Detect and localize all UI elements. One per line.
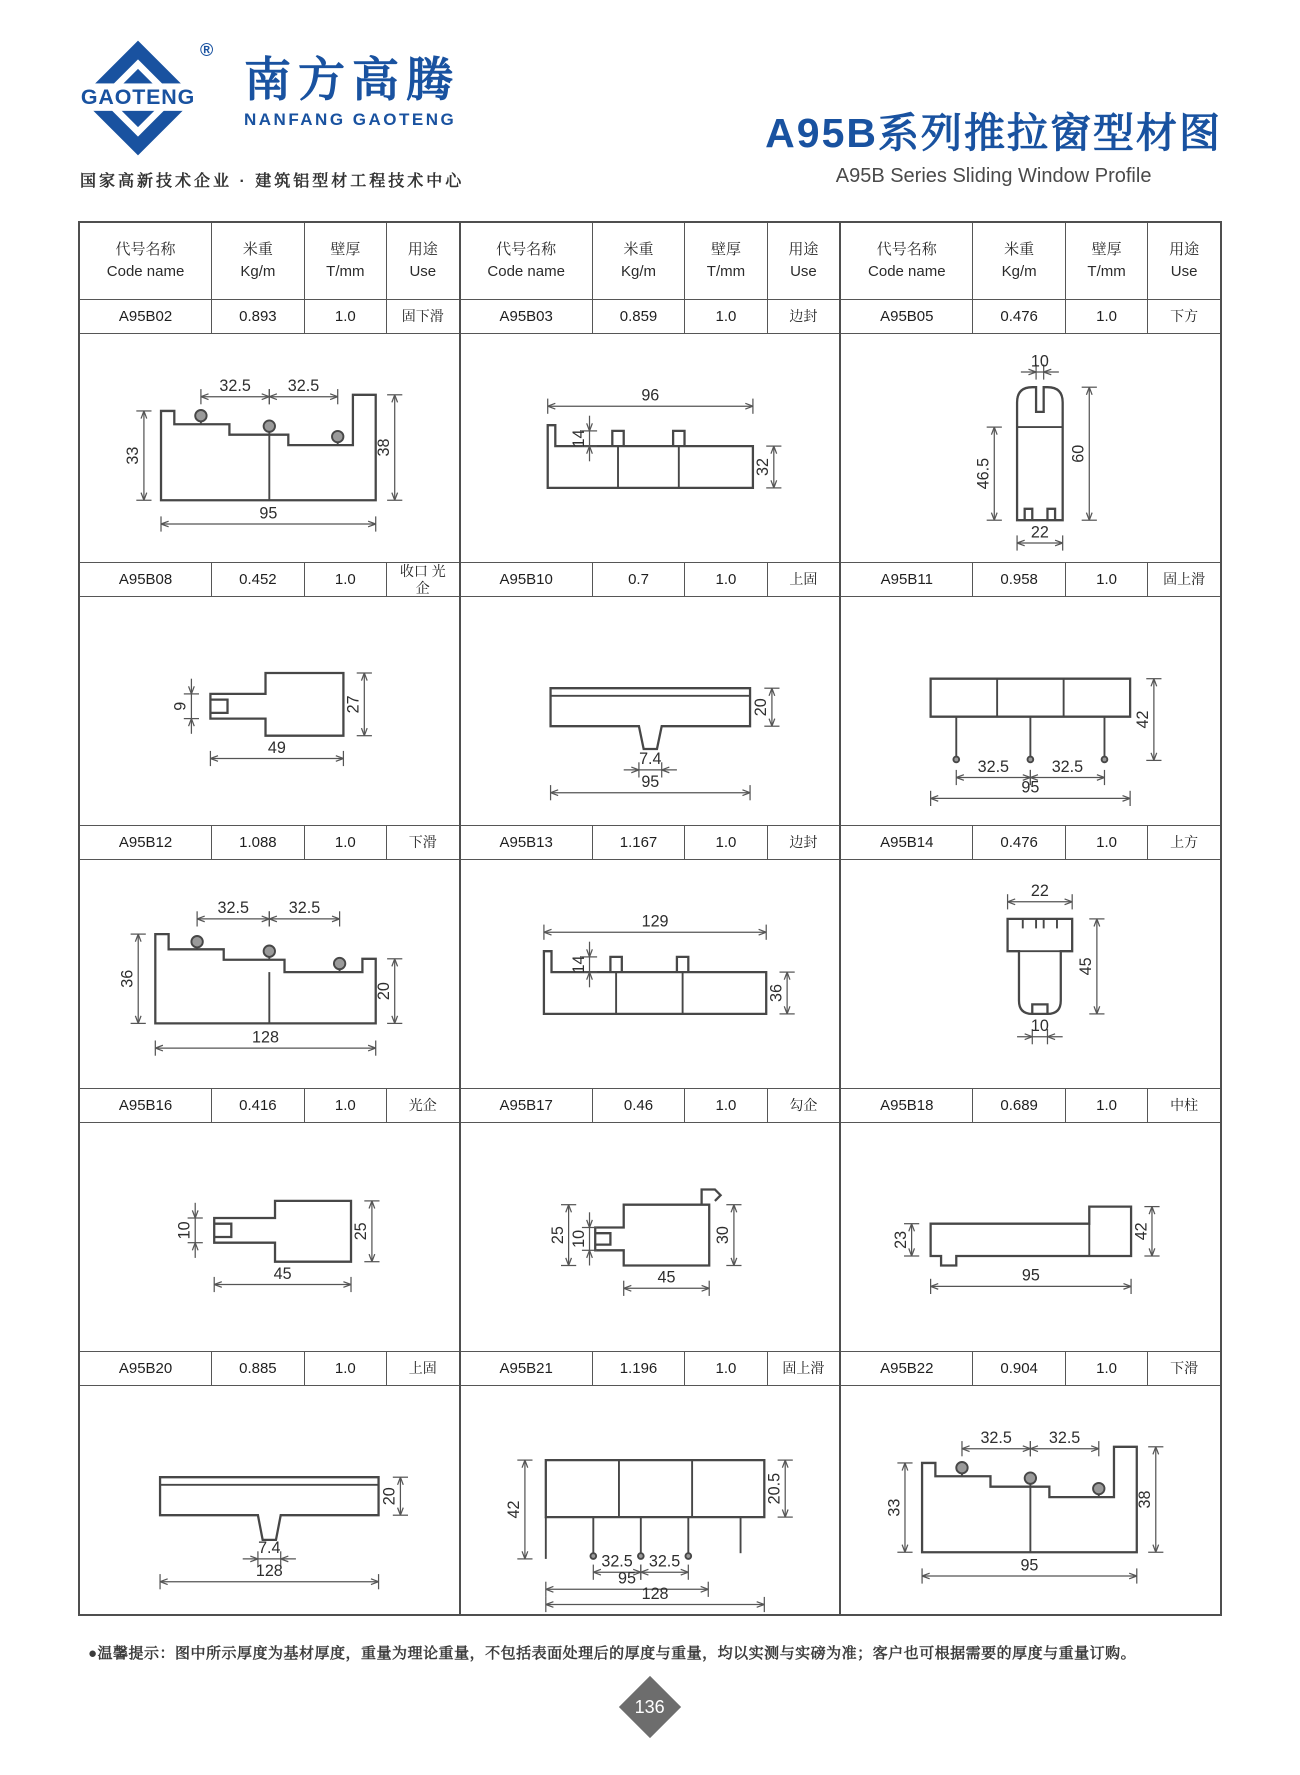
- profile-weight: 0.476: [973, 300, 1066, 334]
- profile-drawing-cell: [840, 860, 1221, 1089]
- dimension-annotation: [962, 1429, 1030, 1456]
- dimension-label: 95: [1020, 1556, 1039, 1575]
- profile-use: 边封: [767, 300, 840, 334]
- column-header-en: T/mm: [706, 263, 746, 280]
- dimension-annotation: [124, 411, 151, 500]
- column-header-en: T/mm: [326, 263, 365, 280]
- profile-use: 上固: [767, 563, 840, 597]
- dimension-label: 10: [569, 1229, 588, 1248]
- profile-weight: 1.167: [592, 826, 685, 860]
- svg-text:GAOTENG: GAOTENG: [80, 85, 196, 109]
- profile-thickness: 1.0: [685, 1352, 767, 1386]
- profile-thickness: 1.0: [1065, 300, 1147, 334]
- column-header-en: Kg/m: [1001, 263, 1037, 280]
- column-header-cn: 米重: [242, 240, 273, 258]
- column-header-cn: 用途: [407, 240, 438, 258]
- dimension-label: 32.5: [288, 899, 321, 918]
- profile-code: A95B08: [79, 563, 212, 597]
- dimension-label: 49: [267, 738, 286, 757]
- profile-weight: 0.958: [973, 563, 1066, 597]
- dimension-label: 22: [1031, 523, 1050, 542]
- company-name-block: [244, 54, 460, 130]
- dimension-annotation: [752, 688, 779, 726]
- profile-weight: 0.893: [212, 300, 305, 334]
- column-header-cell: [304, 222, 386, 300]
- profile-code: A95B18: [840, 1089, 973, 1123]
- profile-use: 上方: [1148, 826, 1221, 860]
- dimension-label: 23: [892, 1230, 911, 1249]
- dimension-annotation: [714, 1205, 741, 1266]
- dimension-annotation: [569, 1212, 596, 1265]
- dimension-label: 32.5: [219, 377, 251, 395]
- profile-technical-drawing: [461, 1386, 840, 1614]
- dimension-label: 38: [375, 438, 394, 457]
- profile-drawing-cell: [79, 860, 460, 1089]
- dimension-annotation: [931, 779, 1131, 806]
- dimension-label: 14: [569, 955, 588, 974]
- dimension-annotation: [1017, 1017, 1063, 1044]
- column-header-en: Kg/m: [621, 263, 657, 280]
- company-tagline: 国家高新技术企业 · 建筑铝型材工程技术中心: [80, 173, 465, 190]
- profile-thickness: 1.0: [685, 300, 767, 334]
- column-header-en: Use: [409, 263, 437, 280]
- column-header-cell: [460, 222, 593, 300]
- dimension-label: 42: [504, 1500, 523, 1519]
- dimension-annotation: [161, 504, 376, 531]
- dimension-label: 33: [885, 1498, 904, 1517]
- page-title-en: A95B Series Sliding Window Profile: [835, 165, 1152, 187]
- profile-thickness: 1.0: [685, 826, 767, 860]
- dimension-label: 20.5: [765, 1472, 784, 1505]
- brand-block: [78, 38, 464, 191]
- profile-technical-drawing: [80, 860, 459, 1088]
- profile-code: A95B11: [840, 563, 973, 597]
- dimension-annotation: [892, 1224, 919, 1256]
- dimension-label: 30: [713, 1226, 732, 1245]
- column-header-cn: 壁厚: [1091, 240, 1122, 258]
- dimension-label: 36: [767, 984, 786, 1002]
- table-header-row: [79, 222, 1221, 300]
- dimension-label: 129: [641, 912, 669, 931]
- profile-use: 上固: [386, 1352, 459, 1386]
- page-number-badge: [619, 1676, 681, 1738]
- column-header-en: Use: [790, 263, 817, 280]
- profile-thickness: 1.0: [304, 300, 386, 334]
- dimension-label: 32.5: [600, 1552, 633, 1571]
- profile-code: A95B02: [79, 300, 212, 334]
- profile-drawing-row: [79, 597, 1221, 826]
- column-header-en: Use: [1170, 263, 1198, 280]
- column-header-en: Code name: [487, 263, 565, 280]
- profile-use: 固下滑: [386, 300, 459, 334]
- profile-weight: 1.196: [592, 1352, 685, 1386]
- dimension-label: 7.4: [638, 750, 662, 769]
- dimension-label: 20: [751, 698, 770, 717]
- column-header-en: Code name: [106, 263, 185, 280]
- dimension-annotation: [1031, 758, 1105, 785]
- gaoteng-diamond-logo-icon: [78, 38, 198, 158]
- dimension-label: 10: [1031, 1017, 1050, 1035]
- profile-weight: 0.452: [212, 563, 305, 597]
- footer-note: ●温馨提示：图中所示厚度为基材厚度，重量为理论重量，不包括表面处理后的厚度与重量，均以实测与实磅为准；客户也可根据需要的厚度与重量订购。: [88, 1645, 1137, 1662]
- profile-use: 固上滑: [1148, 563, 1221, 597]
- dimension-annotation: [352, 1201, 379, 1262]
- dimension-label: 32.5: [1051, 757, 1084, 776]
- dimension-label: 20: [380, 1487, 399, 1506]
- profile-drawing-row: [79, 334, 1221, 563]
- dimension-annotation: [197, 899, 269, 926]
- profile-drawing-cell: [460, 597, 841, 826]
- profile-use: 中柱: [1148, 1089, 1221, 1123]
- dimension-label: 20: [375, 982, 394, 1001]
- profile-technical-drawing: [841, 597, 1220, 825]
- column-header-cn: 代号名称: [876, 240, 937, 258]
- profile-drawing-cell: [840, 1123, 1221, 1352]
- profile-thickness: 1.0: [304, 826, 386, 860]
- dimension-label: 42: [1134, 710, 1153, 729]
- profile-technical-drawing: [461, 597, 840, 825]
- profile-weight: 0.476: [973, 826, 1066, 860]
- dimension-annotation: [765, 1460, 792, 1517]
- dimension-label: 10: [175, 1221, 194, 1240]
- dimension-label: 128: [252, 1028, 279, 1047]
- profile-table: [78, 221, 1222, 1616]
- profile-code: A95B13: [460, 826, 593, 860]
- profile-drawing-cell: [840, 1386, 1221, 1616]
- dimension-annotation: [505, 1460, 532, 1559]
- profile-technical-drawing: [841, 860, 1220, 1088]
- profile-technical-drawing: [461, 860, 840, 1088]
- profile-table-wrap: [78, 221, 1222, 1616]
- profile-use: 下滑: [1148, 1352, 1221, 1386]
- dimension-label: 38: [1136, 1490, 1155, 1509]
- brand-row: [78, 38, 464, 158]
- company-name-en: NANFANG GAOTENG: [244, 109, 457, 129]
- column-header-cn: 壁厚: [330, 240, 361, 258]
- column-header-cell: [212, 222, 305, 300]
- profile-drawing-row: [79, 1123, 1221, 1352]
- column-header-cell: [973, 222, 1066, 300]
- page-number: 136: [634, 1696, 666, 1717]
- dimension-label: 22: [1031, 882, 1050, 901]
- profile-technical-drawing: [841, 334, 1220, 562]
- profile-thickness: 1.0: [1065, 826, 1147, 860]
- profile-technical-drawing: [841, 1386, 1220, 1614]
- profile-drawing-row: [79, 860, 1221, 1089]
- profile-weight: 0.689: [973, 1089, 1066, 1123]
- column-header-cell: [1065, 222, 1147, 300]
- dimension-label: 128: [641, 1584, 669, 1603]
- profile-weight: 0.416: [212, 1089, 305, 1123]
- page-title-block: [765, 100, 1222, 188]
- dimension-annotation: [172, 679, 199, 734]
- profile-data-row: [79, 1089, 1221, 1123]
- profile-data-row: [79, 563, 1221, 597]
- dimension-annotation: [375, 959, 402, 1024]
- dimension-annotation: [1136, 1447, 1163, 1552]
- profile-use: 下滑: [386, 826, 459, 860]
- page-title-cn: A95B系列推拉窗型材图: [765, 110, 1222, 156]
- dimension-annotation: [269, 377, 337, 404]
- dimension-annotation: [201, 377, 269, 404]
- dimension-annotation: [886, 1463, 913, 1552]
- profile-weight: 0.7: [592, 563, 685, 597]
- dimension-label: 32.5: [217, 899, 249, 918]
- dimension-annotation: [119, 934, 146, 1023]
- profile-code: A95B22: [840, 1352, 973, 1386]
- dimension-label: 95: [1021, 778, 1040, 797]
- profile-drawing-cell: [460, 1123, 841, 1352]
- dimension-annotation: [975, 427, 1002, 520]
- dimension-annotation: [1008, 882, 1073, 909]
- dimension-annotation: [544, 913, 766, 940]
- profile-code: A95B12: [79, 826, 212, 860]
- profile-thickness: 1.0: [1065, 1089, 1147, 1123]
- dimension-annotation: [1077, 919, 1104, 1014]
- dimension-label: 14: [569, 429, 588, 448]
- profile-technical-drawing: [461, 334, 840, 562]
- column-header-cell: [767, 222, 840, 300]
- profile-weight: 0.904: [973, 1352, 1066, 1386]
- column-header-cn: 代号名称: [115, 240, 176, 258]
- dimension-label: 128: [255, 1562, 283, 1580]
- column-header-cn: 用途: [1169, 240, 1200, 258]
- profile-use: 边封: [767, 826, 840, 860]
- profile-code: A95B20: [79, 1352, 212, 1386]
- profile-thickness: 1.0: [1065, 1352, 1147, 1386]
- profile-drawing-cell: [460, 1386, 841, 1616]
- profile-thickness: 1.0: [685, 1089, 767, 1123]
- dimension-label: 46.5: [974, 457, 993, 490]
- profile-code: A95B03: [460, 300, 593, 334]
- dimension-annotation: [640, 1553, 688, 1580]
- registered-trademark-icon: ®: [200, 40, 214, 60]
- dimension-annotation: [375, 395, 402, 500]
- dimension-label: 42: [1132, 1222, 1151, 1241]
- dimension-label: 95: [259, 504, 278, 523]
- page-number-wrap: [0, 1685, 1300, 1729]
- profile-technical-drawing: [80, 597, 459, 825]
- dimension-annotation: [1031, 1429, 1099, 1456]
- dimension-annotation: [214, 1265, 351, 1292]
- profile-drawing-cell: [460, 334, 841, 563]
- profile-data-row: [79, 826, 1221, 860]
- dimension-annotation: [269, 899, 339, 926]
- dimension-annotation: [957, 758, 1031, 785]
- dimension-label: 25: [548, 1226, 567, 1245]
- dimension-label: 95: [640, 773, 659, 791]
- dimension-label: 7.4: [258, 1539, 281, 1558]
- dimension-annotation: [754, 446, 781, 488]
- dimension-annotation: [569, 942, 596, 988]
- dimension-annotation: [931, 1267, 1131, 1294]
- company-name-cn: 南方高腾: [244, 53, 460, 106]
- dimension-annotation: [1021, 352, 1059, 379]
- profile-code: A95B21: [460, 1352, 593, 1386]
- dimension-label: 95: [1022, 1266, 1041, 1285]
- profile-data-row: [79, 1352, 1221, 1386]
- dimension-label: 96: [640, 386, 659, 405]
- dimension-annotation: [345, 673, 372, 736]
- column-header-en: Code name: [868, 263, 946, 280]
- column-header-cn: 代号名称: [496, 240, 557, 258]
- column-header-cell: [840, 222, 973, 300]
- profile-use: 收口 光企: [386, 563, 459, 597]
- profile-technical-drawing: [461, 1123, 840, 1351]
- dimension-label: 32.5: [1049, 1429, 1081, 1447]
- dimension-annotation: [176, 1203, 203, 1258]
- dimension-annotation: [1070, 387, 1097, 520]
- dimension-annotation: [550, 773, 750, 800]
- profile-data-row: [79, 300, 1221, 334]
- profile-weight: 0.859: [592, 300, 685, 334]
- profile-code: A95B16: [79, 1089, 212, 1123]
- dimension-label: 45: [657, 1268, 676, 1287]
- dimension-annotation: [1017, 523, 1063, 550]
- dimension-annotation: [1133, 1207, 1160, 1256]
- profile-drawing-cell: [840, 597, 1221, 826]
- profile-drawing-cell: [79, 1386, 460, 1616]
- column-header-cell: [79, 222, 212, 300]
- profile-technical-drawing: [80, 1386, 459, 1614]
- dimension-annotation: [155, 1028, 375, 1055]
- column-header-cell: [1148, 222, 1221, 300]
- dimension-annotation: [210, 739, 343, 766]
- dimension-annotation: [547, 387, 752, 414]
- profile-thickness: 1.0: [304, 1089, 386, 1123]
- dimension-annotation: [160, 1562, 379, 1589]
- dimension-label: 27: [344, 695, 363, 714]
- column-header-cell: [386, 222, 459, 300]
- profile-weight: 1.088: [212, 826, 305, 860]
- column-header-en: T/mm: [1087, 263, 1126, 280]
- column-header-cn: 米重: [1004, 240, 1035, 258]
- dimension-annotation: [381, 1477, 408, 1515]
- dimension-annotation: [569, 416, 596, 462]
- column-header-cell: [685, 222, 767, 300]
- profile-thickness: 1.0: [685, 563, 767, 597]
- dimension-label: 32.5: [977, 757, 1010, 776]
- dimension-label: 32.5: [648, 1552, 680, 1571]
- profile-technical-drawing: [80, 1123, 459, 1351]
- profile-use: 勾企: [767, 1089, 840, 1123]
- profile-weight: 0.885: [212, 1352, 305, 1386]
- profile-drawing-cell: [79, 334, 460, 563]
- profile-drawing-cell: [79, 597, 460, 826]
- profile-technical-drawing: [80, 334, 459, 562]
- dimension-label: 45: [273, 1264, 292, 1283]
- profile-code: A95B14: [840, 826, 973, 860]
- dimension-label: 45: [1077, 957, 1096, 976]
- profile-thickness: 1.0: [304, 563, 386, 597]
- profile-code: A95B10: [460, 563, 593, 597]
- dimension-label: 36: [118, 969, 137, 988]
- dimension-label: 95: [617, 1569, 636, 1588]
- column-header-cn: 壁厚: [710, 240, 741, 258]
- profile-weight: 0.46: [592, 1089, 685, 1123]
- profile-use: 下方: [1148, 300, 1221, 334]
- column-header-cell: [592, 222, 685, 300]
- profile-thickness: 1.0: [1065, 563, 1147, 597]
- dimension-label: 10: [1031, 352, 1050, 371]
- profile-code: A95B05: [840, 300, 973, 334]
- column-header-cn: 用途: [788, 240, 819, 258]
- profile-drawing-cell: [460, 860, 841, 1089]
- page-header: [0, 0, 1300, 191]
- column-header-cn: 米重: [623, 240, 654, 258]
- profile-code: A95B17: [460, 1089, 593, 1123]
- column-header-en: Kg/m: [240, 263, 276, 280]
- profile-drawing-row: [79, 1386, 1221, 1616]
- dimension-label: 32.5: [287, 377, 320, 395]
- dimension-label: 25: [352, 1222, 371, 1241]
- dimension-label: 33: [124, 446, 143, 465]
- profile-drawing-cell: [79, 1123, 460, 1352]
- dimension-label: 32.5: [980, 1429, 1013, 1447]
- profile-thickness: 1.0: [304, 1352, 386, 1386]
- dimension-label: 32: [753, 458, 772, 476]
- profile-technical-drawing: [841, 1123, 1220, 1351]
- profile-use: 光企: [386, 1089, 459, 1123]
- dimension-annotation: [922, 1556, 1137, 1583]
- dimension-label: 60: [1069, 444, 1088, 463]
- dimension-annotation: [623, 1269, 709, 1296]
- dimension-annotation: [767, 972, 794, 1014]
- profile-drawing-cell: [840, 334, 1221, 563]
- dimension-label: 9: [171, 701, 190, 711]
- profile-use: 固上滑: [767, 1352, 840, 1386]
- dimension-annotation: [1134, 679, 1161, 761]
